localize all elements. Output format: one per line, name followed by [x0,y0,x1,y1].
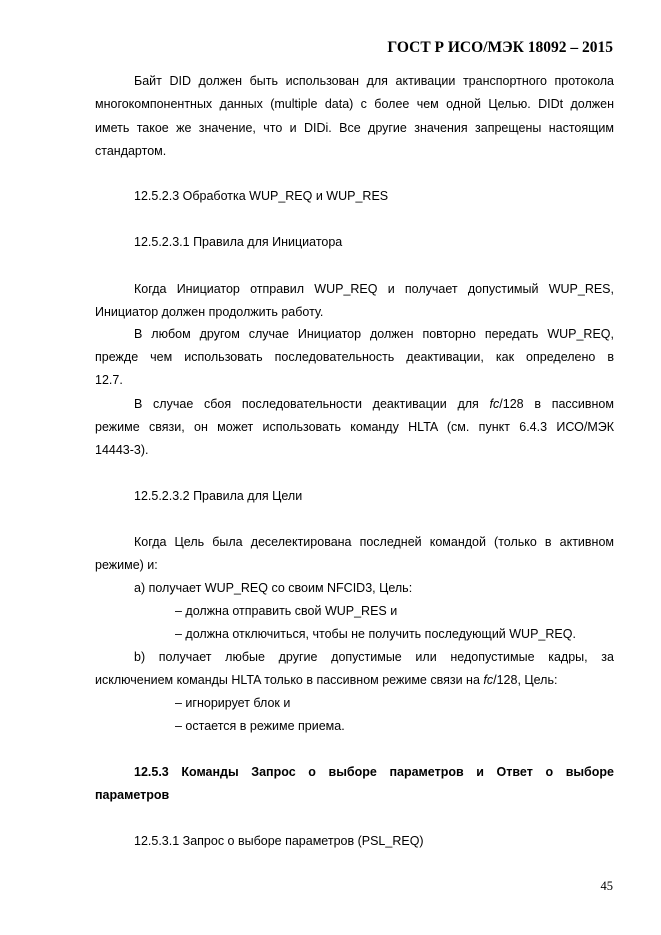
list-subitem: – игнорирует блок и [175,696,291,710]
section-heading-bold: параметров [95,788,170,802]
paragraph-line: В любом другом случае Инициатор должен повторно передать WUP_REQ, [134,327,614,341]
paragraph-line: Байт DID должен быть использован для активации транспортного протокола [134,74,614,88]
list-item-line: исключением команды HLTA только в пассивном режиме связи на fc/128, Цель: [95,673,558,687]
paragraph-line: Инициатор должен продолжить работу. [95,305,324,319]
paragraph-line: многокомпонентных данных (multiple data) с более чем одной Целью. DIDt должен [95,97,614,111]
paragraph-line: прежде чем использовать последовательность деактивации, как определено в [95,350,614,364]
paragraph-line: стандартом. [95,144,167,158]
page-number: 45 [600,879,613,893]
list-subitem: – должна отправить свой WUP_RES и [175,604,398,618]
section-heading-bold: 12.5.3 Команды Запрос о выборе параметров и Ответ о выборе [134,765,614,779]
paragraph-line: 12.7. [95,373,123,387]
paragraph-line: режиме связи, он может использовать команду HLTA (см. пункт 6.4.3 ИСО/МЭК [95,420,614,434]
paragraph-line: Когда Инициатор отправил WUP_REQ и получает допустимый WUP_RES, [134,282,614,296]
list-subitem: – должна отключиться, чтобы не получить последующий WUP_REQ. [175,627,576,641]
paragraph-line: Когда Цель была деселектирована последней командой (только в активном [134,535,614,549]
paragraph-line: 14443-3). [95,443,149,457]
section-heading: 12.5.2.3.2 Правила для Цели [134,489,303,503]
list-item: а) получает WUP_REQ со своим NFCID3, Цель: [134,581,413,595]
section-heading: 12.5.2.3 Обработка WUP_REQ и WUP_RES [134,189,389,203]
section-heading: 12.5.3.1 Запрос о выборе параметров (PSL_REQ) [134,834,424,848]
paragraph-line: режиме) и: [95,558,158,572]
list-subitem: – остается в режиме приема. [175,719,345,733]
paragraph-line: иметь такое же значение, что и DIDi. Все другие значения запрещены настоящим [95,121,614,135]
paragraph-line: В случае сбоя последовательности деактивации для fc/128 в пассивном [134,397,614,411]
section-heading: 12.5.2.3.1 Правила для Инициатора [134,235,343,249]
document-header: ГОСТ Р ИСО/МЭК 18092 – 2015 [387,39,613,56]
list-item: b) получает любые другие допустимые или недопустимые кадры, за [134,650,614,664]
